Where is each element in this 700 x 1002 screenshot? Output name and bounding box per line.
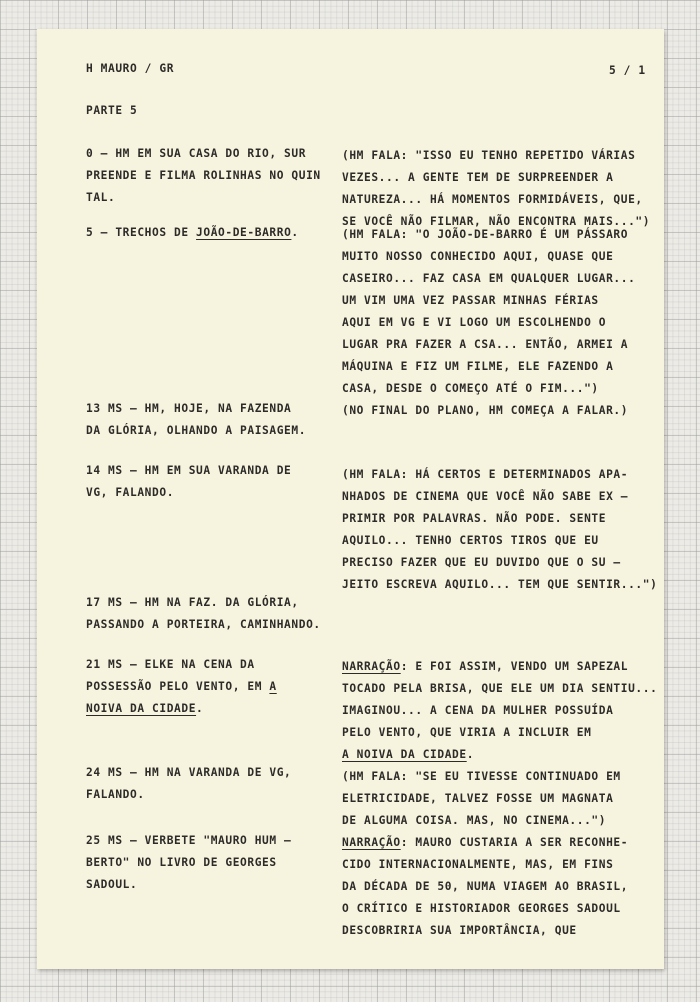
scene-5-audio-4: UM VIM UMA VEZ PASSAR MINHAS FÉRIAS [342, 294, 599, 307]
part-title: PARTE 5 [86, 104, 138, 117]
scene-5-audio-1: (HM FALA: "O JOÃO-DE-BARRO É UM PÁSSARO [342, 228, 629, 241]
scene-21-audio-2: TOCADO PELA BRISA, QUE ELE UM DIA SENTIU... [342, 682, 658, 695]
scene-5-audio-6: LUGAR PRA FAZER A CSA... ENTÃO, ARMEI A [342, 338, 629, 351]
scene-13-line-2: DA GLÓRIA, OLHANDO A PAISAGEM. [86, 424, 307, 437]
scene-14-audio-6: JEITO ESCREVA AQUILO... TEM QUE SENTIR...") [342, 578, 658, 591]
scene-17-line-2: PASSANDO A PORTEIRA, CAMINHANDO. [86, 618, 321, 631]
scene-25-audio-4: O CRÍTICO E HISTORIADOR GEORGES SADOUL [342, 902, 621, 915]
scene-13-audio-1: (NO FINAL DO PLANO, HM COMEÇA A FALAR.) [342, 404, 629, 417]
scene-21-line-2: POSSESSÃO PELO VENTO, EM A [86, 680, 277, 693]
scene-0-audio-3: NATUREZA... HÁ MOMENTOS FORMIDÁVEIS, QUE, [342, 193, 643, 206]
scene-17-line-1: 17 MS – HM NA FAZ. DA GLÓRIA, [86, 596, 299, 609]
page-number: 5 / 1 [609, 64, 646, 77]
scene-24-audio-2: ELETRICIDADE, TALVEZ FOSSE UM MAGNATA [342, 792, 614, 805]
film-title-noiva-da-cidade: NOIVA DA CIDADE [86, 702, 197, 715]
scene-21-audio-5: A NOIVA DA CIDADE. [342, 748, 475, 761]
scene-24-line-1: 24 MS – HM NA VARANDA DE VG, [86, 766, 292, 779]
scene-25-audio-5: DESCOBRIRIA SUA IMPORTÂNCIA, QUE [342, 924, 577, 937]
scene-5-audio-3: CASEIRO... FAZ CASA EM QUALQUER LUGAR... [342, 272, 636, 285]
narration-label-2: NARRAÇÃO [342, 836, 401, 849]
scene-21-audio-1: NARRAÇÃO: E FOI ASSIM, VENDO UM SAPEZAL [342, 660, 629, 673]
scene-14-audio-2: NHADOS DE CINEMA QUE VOCÊ NÃO SABE EX – [342, 490, 629, 503]
scene-21-line-3: NOIVA DA CIDADE. [86, 702, 204, 715]
scene-13-line-1: 13 MS – HM, HOJE, NA FAZENDA [86, 402, 292, 415]
scene-0-line-3: TAL. [86, 191, 116, 204]
scene-0-line-1: 0 – HM EM SUA CASA DO RIO, SUR [86, 147, 307, 160]
scene-25-audio-1: NARRAÇÃO: MAURO CUSTARIA A SER RECONHE- [342, 836, 629, 849]
scene-24-line-2: FALANDO. [86, 788, 145, 801]
scene-14-line-1: 14 MS – HM EM SUA VARANDA DE [86, 464, 292, 477]
scene-25-line-2: BERTO" NO LIVRO DE GEORGES [86, 856, 277, 869]
film-title-noiva-da-cidade-2: A NOIVA DA CIDADE [342, 748, 467, 761]
scene-14-audio-4: AQUILO... TENHO CERTOS TIROS QUE EU [342, 534, 599, 547]
doc-header-left: H MAURO / GR [86, 62, 175, 75]
scene-14-audio-5: PRECISO FAZER QUE EU DUVIDO QUE O SU – [342, 556, 621, 569]
scene-21-audio-3: IMAGINOU... A CENA DA MULHER POSSUÍDA [342, 704, 614, 717]
scene-0-line-2: PREENDE E FILMA ROLINHAS NO QUIN [86, 169, 321, 182]
scene-5-audio-2: MUITO NOSSO CONHECIDO AQUI, QUASE QUE [342, 250, 614, 263]
scene-24-audio-3: DE ALGUMA COISA. MAS, NO CINEMA...") [342, 814, 607, 827]
scene-14-line-2: VG, FALANDO. [86, 486, 175, 499]
scene-0-audio-2: VEZES... A GENTE TEM DE SURPREENDER A [342, 171, 614, 184]
scene-25-audio-2: CIDO INTERNACIONALMENTE, MAS, EM FINS [342, 858, 614, 871]
scene-25-audio-3: DA DÉCADA DE 50, NUMA VIAGEM AO BRASIL, [342, 880, 629, 893]
scene-24-audio-1: (HM FALA: "SE EU TIVESSE CONTINUADO EM [342, 770, 621, 783]
scene-0-audio-1: (HM FALA: "ISSO EU TENHO REPETIDO VÁRIAS [342, 149, 636, 162]
narration-label: NARRAÇÃO [342, 660, 401, 673]
scene-21-audio-4: PELO VENTO, QUE VIRIA A INCLUIR EM [342, 726, 592, 739]
scene-5-audio-5: AQUI EM VG E VI LOGO UM ESCOLHENDO O [342, 316, 607, 329]
scene-14-audio-3: PRIMIR POR PALAVRAS. NÃO PODE. SENTE [342, 512, 607, 525]
scene-5-line-1: 5 – TRECHOS DE JOÃO-DE-BARRO. [86, 226, 299, 239]
scene-25-line-1: 25 MS – VERBETE "MAURO HUM – [86, 834, 292, 847]
scene-14-audio-1: (HM FALA: HÁ CERTOS E DETERMINADOS APA- [342, 468, 629, 481]
scene-21-line-1: 21 MS – ELKE NA CENA DA [86, 658, 255, 671]
scene-25-line-3: SADOUL. [86, 878, 138, 891]
scene-5-audio-8: CASA, DESDE O COMEÇO ATÉ O FIM...") [342, 382, 599, 395]
scene-0-audio-4: SE VOCÊ NÃO FILMAR, NÃO ENCONTRA MAIS...") [342, 215, 651, 228]
film-title-joao-de-barro: JOÃO-DE-BARRO [196, 226, 292, 239]
scene-5-audio-7: MÁQUINA E FIZ UM FILME, ELE FAZENDO A [342, 360, 614, 373]
